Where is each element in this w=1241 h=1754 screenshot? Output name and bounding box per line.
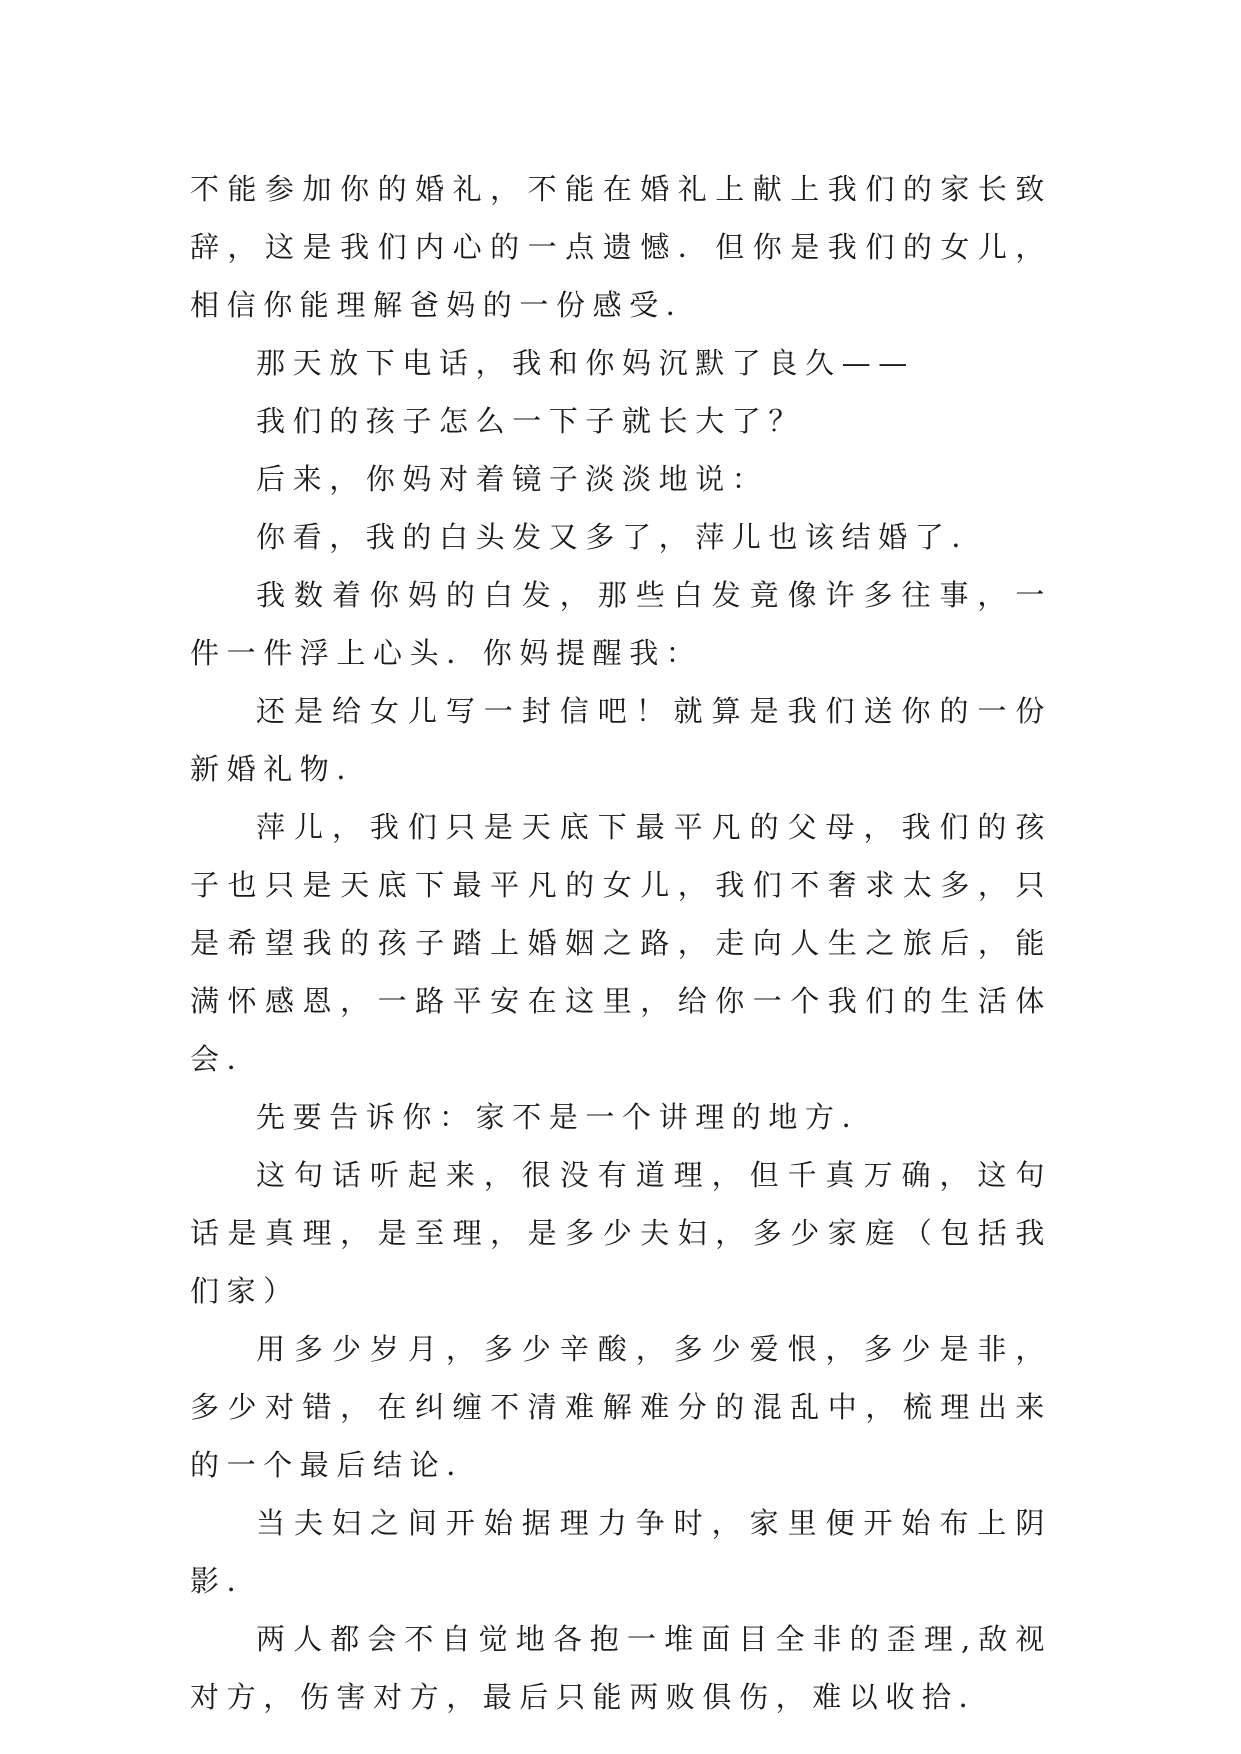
paragraph-4: 后来，你妈对着镜子淡淡地说：	[256, 462, 769, 496]
paragraph-3: 我们的孩子怎么一下子就长大了？	[256, 404, 806, 438]
paragraph-1: 不能参加你的婚礼，不能在婚礼上献上我们的家长致辞，这是我们内心的一点遗憾．但你是我们的女儿，相信你能理解爸妈的一份感受．	[190, 172, 1052, 322]
paragraph-8: 萍儿，我们只是天底下最平凡的父母，我们的孩子也只是天底下最平凡的女儿，我们不奢求太多，只是希望我的孩子踏上婚姻之路，走向人生之旅后，能满怀感恩，一路平安在这里，给你一个我们的生活体会．	[190, 810, 1052, 1076]
document-page	[190, 160, 1052, 1726]
paragraph-2: 那天放下电话，我和你妈沉默了良久——	[256, 346, 915, 380]
paragraph-7: 还是给女儿写一封信吧！就算是我们送你的一份新婚礼物．	[190, 694, 1052, 786]
paragraph-13: 两人都会不自觉地各抱一堆面目全非的歪理,敌视对方，伤害对方，最后只能两败俱伤，难以收拾．	[190, 1622, 1052, 1714]
paragraph-12: 当夫妇之间开始据理力争时，家里便开始布上阴影．	[190, 1506, 1052, 1598]
paragraph-5: 你看，我的白头发又多了，萍儿也该结婚了．	[256, 520, 989, 554]
paragraph-9: 先要告诉你：家不是一个讲理的地方．	[256, 1100, 879, 1134]
paragraph-6: 我数着你妈的白发，那些白发竟像许多往事，一件一件浮上心头．你妈提醒我：	[190, 578, 1052, 670]
paragraph-11: 用多少岁月，多少辛酸，多少爱恨，多少是非，多少对错，在纠缠不清难解难分的混乱中，梳理出来的一个最后结论．	[190, 1332, 1052, 1482]
paragraph-10: 这句话听起来，很没有道理，但千真万确，这句话是真理，是至理，是多少夫妇，多少家庭（包括我们家）	[190, 1158, 1052, 1308]
